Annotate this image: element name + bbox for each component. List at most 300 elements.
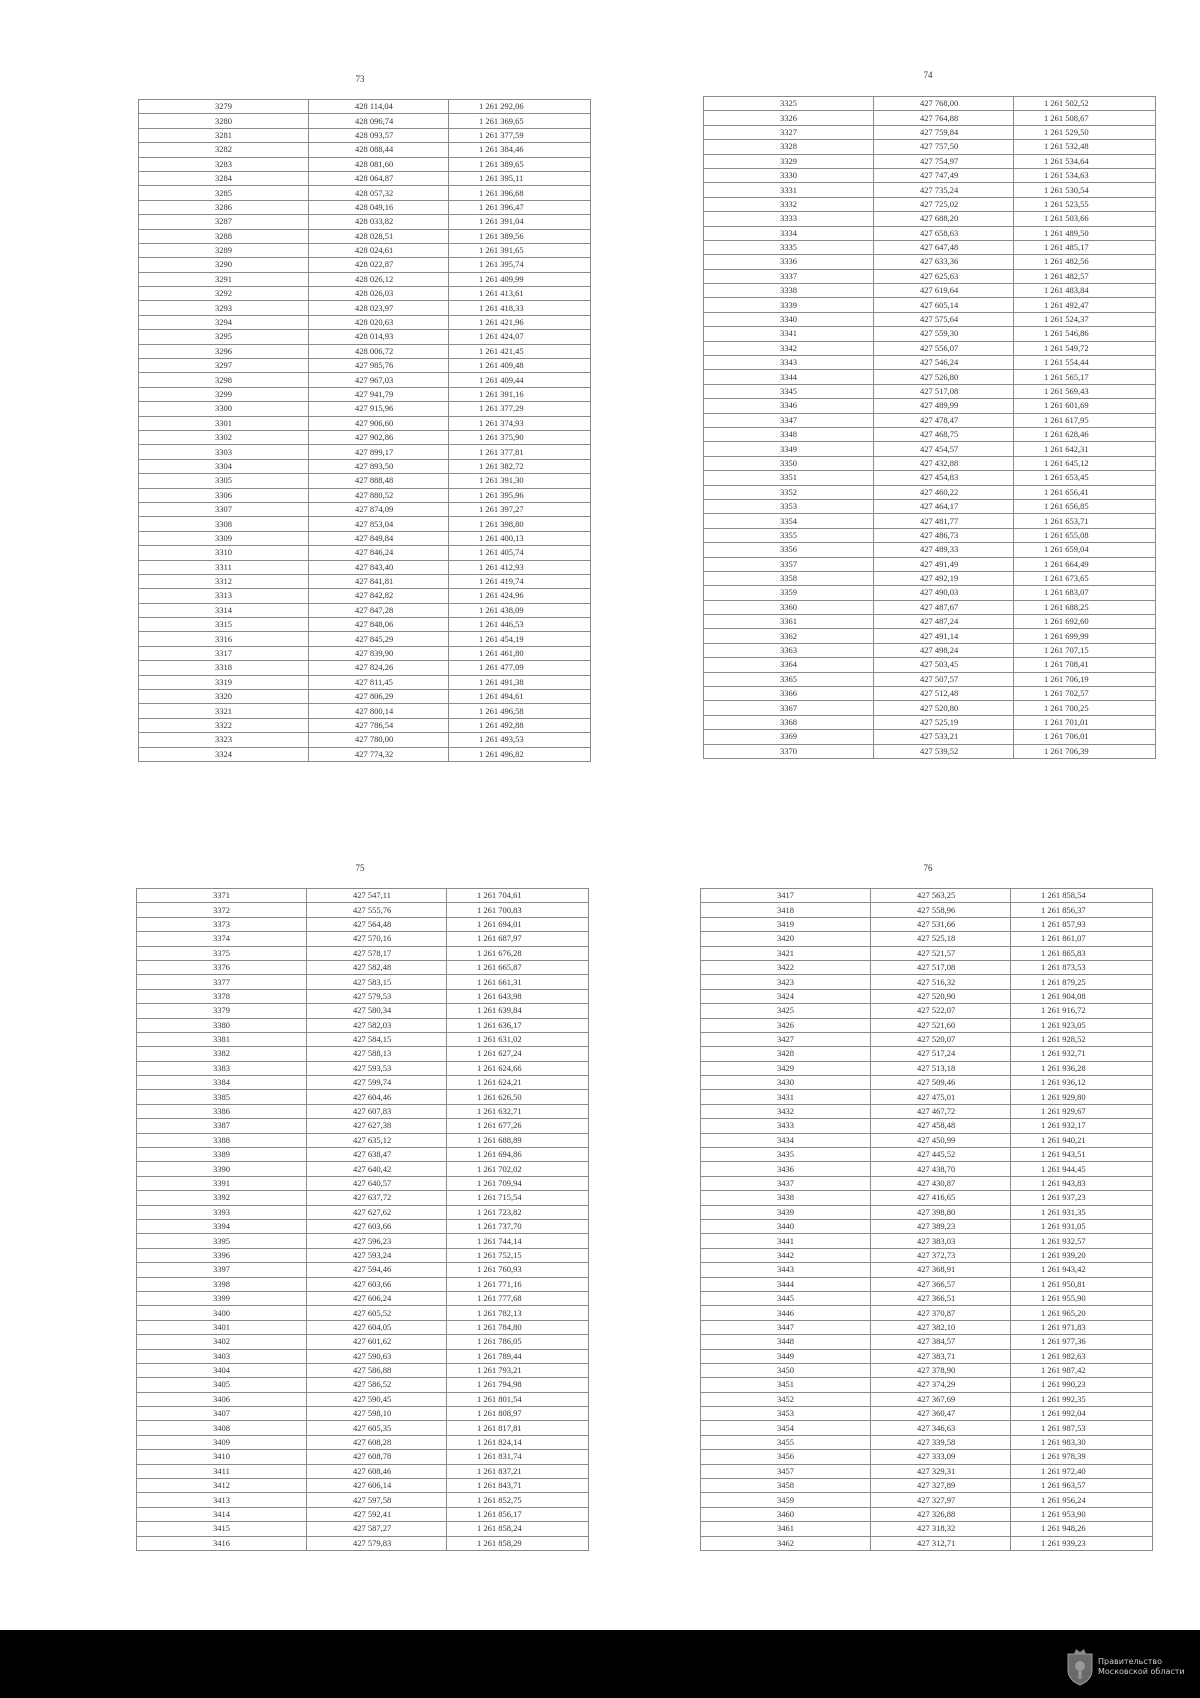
x-coordinate-cell: 427 635,12 — [307, 1133, 447, 1147]
point-number-cell: 3327 — [704, 125, 874, 139]
y-coordinate-cell: 1 261 413,61 — [449, 287, 591, 301]
y-coordinate-cell: 1 261 494,61 — [449, 690, 591, 704]
x-coordinate-cell: 428 081,60 — [309, 157, 449, 171]
x-coordinate-cell: 427 382,10 — [871, 1320, 1011, 1334]
x-coordinate-cell: 427 590,63 — [307, 1349, 447, 1363]
table-row — [137, 1493, 589, 1507]
x-coordinate-cell: 427 366,57 — [871, 1277, 1011, 1291]
x-coordinate-cell: 427 531,66 — [871, 917, 1011, 931]
point-number-cell: 3359 — [704, 586, 874, 600]
y-coordinate-cell: 1 261 687,97 — [447, 932, 589, 946]
y-coordinate-cell: 1 261 492,47 — [1014, 298, 1156, 312]
y-coordinate-cell: 1 261 987,42 — [1011, 1363, 1153, 1377]
y-coordinate-cell: 1 261 683,07 — [1014, 586, 1156, 600]
point-number-cell: 3436 — [701, 1162, 871, 1176]
point-number-cell: 3447 — [701, 1320, 871, 1334]
point-number-cell: 3377 — [137, 975, 307, 989]
y-coordinate-cell: 1 261 412,93 — [449, 560, 591, 574]
x-coordinate-cell: 427 526,80 — [874, 370, 1014, 384]
point-number-cell: 3292 — [139, 287, 309, 301]
table-row — [701, 1090, 1153, 1104]
table-row — [137, 1335, 589, 1349]
table-row — [137, 1061, 589, 1075]
x-coordinate-cell: 427 590,45 — [307, 1392, 447, 1406]
x-coordinate-cell: 427 586,52 — [307, 1378, 447, 1392]
y-coordinate-cell: 1 261 701,01 — [1014, 715, 1156, 729]
y-coordinate-cell: 1 261 626,50 — [447, 1090, 589, 1104]
table-row — [704, 312, 1156, 326]
point-number-cell: 3418 — [701, 903, 871, 917]
x-coordinate-cell: 427 853,04 — [309, 517, 449, 531]
y-coordinate-cell: 1 261 794,98 — [447, 1378, 589, 1392]
x-coordinate-cell: 428 096,74 — [309, 114, 449, 128]
table-row — [139, 430, 591, 444]
table-row — [701, 1378, 1153, 1392]
y-coordinate-cell: 1 261 987,53 — [1011, 1421, 1153, 1435]
y-coordinate-cell: 1 261 405,74 — [449, 546, 591, 560]
x-coordinate-cell: 427 640,42 — [307, 1162, 447, 1176]
table-row — [704, 97, 1156, 111]
point-number-cell: 3425 — [701, 1004, 871, 1018]
point-number-cell: 3349 — [704, 442, 874, 456]
point-number-cell: 3303 — [139, 445, 309, 459]
table-row — [704, 370, 1156, 384]
x-coordinate-cell: 428 006,72 — [309, 344, 449, 358]
table-row — [704, 557, 1156, 571]
y-coordinate-cell: 1 261 873,53 — [1011, 960, 1153, 974]
x-coordinate-cell: 427 507,57 — [874, 672, 1014, 686]
y-coordinate-cell: 1 261 391,30 — [449, 474, 591, 488]
table-row — [701, 1076, 1153, 1090]
y-coordinate-cell: 1 261 694,86 — [447, 1148, 589, 1162]
point-number-cell: 3424 — [701, 989, 871, 1003]
table-row — [137, 1104, 589, 1118]
table-row — [704, 399, 1156, 413]
y-coordinate-cell: 1 261 377,59 — [449, 128, 591, 142]
y-coordinate-cell: 1 261 397,27 — [449, 502, 591, 516]
y-coordinate-cell: 1 261 950,81 — [1011, 1277, 1153, 1291]
x-coordinate-cell: 427 824,26 — [309, 661, 449, 675]
x-coordinate-cell: 428 026,03 — [309, 287, 449, 301]
table-row — [139, 387, 591, 401]
point-number-cell: 3461 — [701, 1522, 871, 1536]
table-row — [701, 1291, 1153, 1305]
x-coordinate-cell: 427 539,52 — [874, 744, 1014, 758]
table-row — [701, 1004, 1153, 1018]
x-coordinate-cell: 427 888,48 — [309, 474, 449, 488]
x-coordinate-cell: 427 384,57 — [871, 1335, 1011, 1349]
x-coordinate-cell: 427 489,33 — [874, 543, 1014, 557]
point-number-cell: 3347 — [704, 413, 874, 427]
point-number-cell: 3323 — [139, 733, 309, 747]
x-coordinate-cell: 427 487,24 — [874, 615, 1014, 629]
table-row — [139, 646, 591, 660]
table-row — [139, 215, 591, 229]
x-coordinate-cell: 427 333,09 — [871, 1450, 1011, 1464]
y-coordinate-cell: 1 261 489,50 — [1014, 226, 1156, 240]
x-coordinate-cell: 427 458,48 — [871, 1119, 1011, 1133]
y-coordinate-cell: 1 261 928,52 — [1011, 1032, 1153, 1046]
table-row — [137, 1090, 589, 1104]
page-75-number: 75 — [355, 863, 365, 873]
table-row — [139, 574, 591, 588]
y-coordinate-cell: 1 261 409,99 — [449, 272, 591, 286]
y-coordinate-cell: 1 261 929,80 — [1011, 1090, 1153, 1104]
table-row — [139, 747, 591, 761]
y-coordinate-cell: 1 261 421,96 — [449, 315, 591, 329]
y-coordinate-cell: 1 261 692,60 — [1014, 615, 1156, 629]
table-row — [704, 111, 1156, 125]
point-number-cell: 3375 — [137, 946, 307, 960]
table-row — [139, 704, 591, 718]
x-coordinate-cell: 427 579,83 — [307, 1536, 447, 1550]
y-coordinate-cell: 1 261 808,97 — [447, 1407, 589, 1421]
table-row — [139, 474, 591, 488]
x-coordinate-cell: 427 893,50 — [309, 459, 449, 473]
table-row — [137, 1277, 589, 1291]
point-number-cell: 3346 — [704, 399, 874, 413]
y-coordinate-cell: 1 261 424,96 — [449, 589, 591, 603]
point-number-cell: 3399 — [137, 1291, 307, 1305]
x-coordinate-cell: 427 985,76 — [309, 359, 449, 373]
point-number-cell: 3318 — [139, 661, 309, 675]
point-number-cell: 3398 — [137, 1277, 307, 1291]
table-row — [701, 1493, 1153, 1507]
page-73-number: 73 — [355, 74, 365, 84]
point-number-cell: 3411 — [137, 1464, 307, 1478]
point-number-cell: 3345 — [704, 384, 874, 398]
table-row — [139, 229, 591, 243]
x-coordinate-cell: 427 605,52 — [307, 1306, 447, 1320]
point-number-cell: 3356 — [704, 543, 874, 557]
point-number-cell: 3390 — [137, 1162, 307, 1176]
y-coordinate-cell: 1 261 624,21 — [447, 1076, 589, 1090]
table-row — [137, 1162, 589, 1176]
y-coordinate-cell: 1 261 760,93 — [447, 1263, 589, 1277]
point-number-cell: 3455 — [701, 1435, 871, 1449]
point-number-cell: 3408 — [137, 1421, 307, 1435]
table-row — [137, 917, 589, 931]
x-coordinate-cell: 427 481,77 — [874, 514, 1014, 528]
y-coordinate-cell: 1 261 477,09 — [449, 661, 591, 675]
y-coordinate-cell: 1 261 856,17 — [447, 1507, 589, 1521]
table-row — [701, 932, 1153, 946]
x-coordinate-cell: 427 608,46 — [307, 1464, 447, 1478]
x-coordinate-cell: 427 633,36 — [874, 255, 1014, 269]
table-row — [137, 1507, 589, 1521]
table-row — [704, 600, 1156, 614]
x-coordinate-cell: 427 658,63 — [874, 226, 1014, 240]
point-number-cell: 3284 — [139, 171, 309, 185]
point-number-cell: 3350 — [704, 456, 874, 470]
point-number-cell: 3288 — [139, 229, 309, 243]
table-row — [139, 675, 591, 689]
y-coordinate-cell: 1 261 752,15 — [447, 1248, 589, 1262]
point-number-cell: 3279 — [139, 100, 309, 114]
table-row — [139, 589, 591, 603]
x-coordinate-cell: 427 490,03 — [874, 586, 1014, 600]
table-row — [137, 1047, 589, 1061]
y-coordinate-cell: 1 261 936,28 — [1011, 1061, 1153, 1075]
x-coordinate-cell: 427 587,27 — [307, 1522, 447, 1536]
x-coordinate-cell: 427 847,28 — [309, 603, 449, 617]
y-coordinate-cell: 1 261 421,45 — [449, 344, 591, 358]
table-row — [701, 889, 1153, 903]
x-coordinate-cell: 427 339,58 — [871, 1435, 1011, 1449]
y-coordinate-cell: 1 261 777,68 — [447, 1291, 589, 1305]
point-number-cell: 3414 — [137, 1507, 307, 1521]
x-coordinate-cell: 427 498,24 — [874, 643, 1014, 657]
x-coordinate-cell: 427 582,48 — [307, 960, 447, 974]
y-coordinate-cell: 1 261 389,56 — [449, 229, 591, 243]
y-coordinate-cell: 1 261 461,80 — [449, 646, 591, 660]
point-number-cell: 3456 — [701, 1450, 871, 1464]
x-coordinate-cell: 427 326,88 — [871, 1507, 1011, 1521]
x-coordinate-cell: 427 460,22 — [874, 485, 1014, 499]
x-coordinate-cell: 427 517,24 — [871, 1047, 1011, 1061]
table-body — [139, 100, 591, 762]
x-coordinate-cell: 427 915,96 — [309, 402, 449, 416]
y-coordinate-cell: 1 261 904,08 — [1011, 989, 1153, 1003]
table-row — [139, 186, 591, 200]
point-number-cell: 3293 — [139, 301, 309, 315]
point-number-cell: 3404 — [137, 1363, 307, 1377]
table-row — [137, 1205, 589, 1219]
x-coordinate-cell: 427 454,83 — [874, 471, 1014, 485]
point-number-cell: 3316 — [139, 632, 309, 646]
y-coordinate-cell: 1 261 601,69 — [1014, 399, 1156, 413]
point-number-cell: 3422 — [701, 960, 871, 974]
table-row — [701, 1032, 1153, 1046]
y-coordinate-cell: 1 261 694,01 — [447, 917, 589, 931]
point-number-cell: 3415 — [137, 1522, 307, 1536]
x-coordinate-cell: 427 842,82 — [309, 589, 449, 603]
table-row — [701, 1263, 1153, 1277]
point-number-cell: 3367 — [704, 701, 874, 715]
x-coordinate-cell: 427 489,99 — [874, 399, 1014, 413]
point-number-cell: 3291 — [139, 272, 309, 286]
table-body — [701, 889, 1153, 1551]
point-number-cell: 3321 — [139, 704, 309, 718]
point-number-cell: 3341 — [704, 327, 874, 341]
table-row — [704, 356, 1156, 370]
point-number-cell: 3376 — [137, 960, 307, 974]
table-row — [137, 1219, 589, 1233]
table-body — [704, 97, 1156, 759]
table-row — [704, 183, 1156, 197]
table-row — [704, 615, 1156, 629]
portal-label-line1: Правительство — [1098, 1657, 1162, 1666]
x-coordinate-cell: 427 811,45 — [309, 675, 449, 689]
table-row — [139, 200, 591, 214]
table-row — [701, 1119, 1153, 1133]
y-coordinate-cell: 1 261 438,09 — [449, 603, 591, 617]
table-row — [137, 1119, 589, 1133]
point-number-cell: 3441 — [701, 1234, 871, 1248]
y-coordinate-cell: 1 261 940,21 — [1011, 1133, 1153, 1147]
y-coordinate-cell: 1 261 446,53 — [449, 618, 591, 632]
y-coordinate-cell: 1 261 793,21 — [447, 1363, 589, 1377]
y-coordinate-cell: 1 261 971,83 — [1011, 1320, 1153, 1334]
y-coordinate-cell: 1 261 676,28 — [447, 946, 589, 960]
y-coordinate-cell: 1 261 786,05 — [447, 1335, 589, 1349]
y-coordinate-cell: 1 261 523,55 — [1014, 197, 1156, 211]
table-row — [701, 1234, 1153, 1248]
point-number-cell: 3449 — [701, 1349, 871, 1363]
x-coordinate-cell: 427 525,18 — [871, 932, 1011, 946]
x-coordinate-cell: 427 454,57 — [874, 442, 1014, 456]
point-number-cell: 3320 — [139, 690, 309, 704]
y-coordinate-cell: 1 261 631,02 — [447, 1032, 589, 1046]
table-row — [139, 690, 591, 704]
table-row — [137, 1306, 589, 1320]
x-coordinate-cell: 427 564,48 — [307, 917, 447, 931]
table-row — [139, 373, 591, 387]
point-number-cell: 3401 — [137, 1320, 307, 1334]
table-row — [137, 1378, 589, 1392]
table-row — [139, 502, 591, 516]
point-number-cell: 3420 — [701, 932, 871, 946]
point-number-cell: 3353 — [704, 499, 874, 513]
x-coordinate-cell: 427 517,08 — [874, 384, 1014, 398]
x-coordinate-cell: 427 464,17 — [874, 499, 1014, 513]
point-number-cell: 3298 — [139, 373, 309, 387]
y-coordinate-cell: 1 261 375,90 — [449, 430, 591, 444]
x-coordinate-cell: 427 346,63 — [871, 1421, 1011, 1435]
x-coordinate-cell: 427 580,34 — [307, 1004, 447, 1018]
y-coordinate-cell: 1 261 856,37 — [1011, 903, 1153, 917]
x-coordinate-cell: 427 625,63 — [874, 269, 1014, 283]
x-coordinate-cell: 427 312,71 — [871, 1536, 1011, 1550]
x-coordinate-cell: 427 416,65 — [871, 1191, 1011, 1205]
point-number-cell: 3442 — [701, 1248, 871, 1262]
x-coordinate-cell: 427 967,03 — [309, 373, 449, 387]
y-coordinate-cell: 1 261 377,29 — [449, 402, 591, 416]
y-coordinate-cell: 1 261 858,54 — [1011, 889, 1153, 903]
x-coordinate-cell: 427 329,31 — [871, 1464, 1011, 1478]
y-coordinate-cell: 1 261 384,46 — [449, 143, 591, 157]
x-coordinate-cell: 427 874,09 — [309, 502, 449, 516]
x-coordinate-cell: 427 533,21 — [874, 730, 1014, 744]
point-number-cell: 3431 — [701, 1090, 871, 1104]
y-coordinate-cell: 1 261 292,06 — [449, 100, 591, 114]
point-number-cell: 3364 — [704, 658, 874, 672]
table-row — [704, 499, 1156, 513]
point-number-cell: 3459 — [701, 1493, 871, 1507]
x-coordinate-cell: 427 520,90 — [871, 989, 1011, 1003]
y-coordinate-cell: 1 261 492,88 — [449, 718, 591, 732]
point-number-cell: 3452 — [701, 1392, 871, 1406]
table-row — [701, 1104, 1153, 1118]
coordinates-table-page-76 — [700, 888, 1153, 1551]
x-coordinate-cell: 428 026,12 — [309, 272, 449, 286]
table-row — [139, 459, 591, 473]
x-coordinate-cell: 427 647,48 — [874, 240, 1014, 254]
table-row — [137, 1263, 589, 1277]
point-number-cell: 3443 — [701, 1263, 871, 1277]
x-coordinate-cell: 427 491,49 — [874, 557, 1014, 571]
y-coordinate-cell: 1 261 643,98 — [447, 989, 589, 1003]
y-coordinate-cell: 1 261 817,81 — [447, 1421, 589, 1435]
table-row — [704, 687, 1156, 701]
point-number-cell: 3357 — [704, 557, 874, 571]
x-coordinate-cell: 427 584,15 — [307, 1032, 447, 1046]
y-coordinate-cell: 1 261 737,70 — [447, 1219, 589, 1233]
point-number-cell: 3311 — [139, 560, 309, 574]
table-row — [139, 100, 591, 114]
table-row — [704, 571, 1156, 585]
point-number-cell: 3406 — [137, 1392, 307, 1406]
point-number-cell: 3337 — [704, 269, 874, 283]
y-coordinate-cell: 1 261 546,86 — [1014, 327, 1156, 341]
y-coordinate-cell: 1 261 391,16 — [449, 387, 591, 401]
x-coordinate-cell: 427 559,30 — [874, 327, 1014, 341]
x-coordinate-cell: 427 596,23 — [307, 1234, 447, 1248]
point-number-cell: 3405 — [137, 1378, 307, 1392]
table-row — [139, 733, 591, 747]
table-row — [704, 629, 1156, 643]
table-row — [137, 1133, 589, 1147]
footer-bar — [0, 1630, 1200, 1698]
table-row — [701, 1248, 1153, 1262]
point-number-cell: 3450 — [701, 1363, 871, 1377]
table-row — [704, 240, 1156, 254]
x-coordinate-cell: 427 383,71 — [871, 1349, 1011, 1363]
point-number-cell: 3340 — [704, 312, 874, 326]
table-row — [701, 960, 1153, 974]
point-number-cell: 3324 — [139, 747, 309, 761]
x-coordinate-cell: 428 049,16 — [309, 200, 449, 214]
y-coordinate-cell: 1 261 702,02 — [447, 1162, 589, 1176]
x-coordinate-cell: 427 774,32 — [309, 747, 449, 761]
table-row — [701, 1148, 1153, 1162]
table-row — [704, 168, 1156, 182]
table-row — [701, 1320, 1153, 1334]
y-coordinate-cell: 1 261 496,82 — [449, 747, 591, 761]
table-row — [704, 427, 1156, 441]
x-coordinate-cell: 427 579,53 — [307, 989, 447, 1003]
point-number-cell: 3319 — [139, 675, 309, 689]
x-coordinate-cell: 427 378,90 — [871, 1363, 1011, 1377]
table-row — [139, 143, 591, 157]
y-coordinate-cell: 1 261 706,19 — [1014, 672, 1156, 686]
point-number-cell: 3374 — [137, 932, 307, 946]
table-row — [701, 1335, 1153, 1349]
y-coordinate-cell: 1 261 943,83 — [1011, 1176, 1153, 1190]
x-coordinate-cell: 427 768,00 — [874, 97, 1014, 111]
point-number-cell: 3289 — [139, 243, 309, 257]
point-number-cell: 3368 — [704, 715, 874, 729]
x-coordinate-cell: 428 022,87 — [309, 258, 449, 272]
x-coordinate-cell: 427 849,84 — [309, 531, 449, 545]
y-coordinate-cell: 1 261 782,13 — [447, 1306, 589, 1320]
point-number-cell: 3306 — [139, 488, 309, 502]
point-number-cell: 3427 — [701, 1032, 871, 1046]
point-number-cell: 3348 — [704, 427, 874, 441]
y-coordinate-cell: 1 261 937,23 — [1011, 1191, 1153, 1205]
point-number-cell: 3383 — [137, 1061, 307, 1075]
point-number-cell: 3305 — [139, 474, 309, 488]
table-row — [704, 672, 1156, 686]
table-row — [701, 975, 1153, 989]
table-row — [704, 586, 1156, 600]
point-number-cell: 3281 — [139, 128, 309, 142]
x-coordinate-cell: 427 389,23 — [871, 1219, 1011, 1233]
x-coordinate-cell: 427 487,67 — [874, 600, 1014, 614]
x-coordinate-cell: 427 603,66 — [307, 1277, 447, 1291]
y-coordinate-cell: 1 261 628,46 — [1014, 427, 1156, 441]
y-coordinate-cell: 1 261 706,01 — [1014, 730, 1156, 744]
